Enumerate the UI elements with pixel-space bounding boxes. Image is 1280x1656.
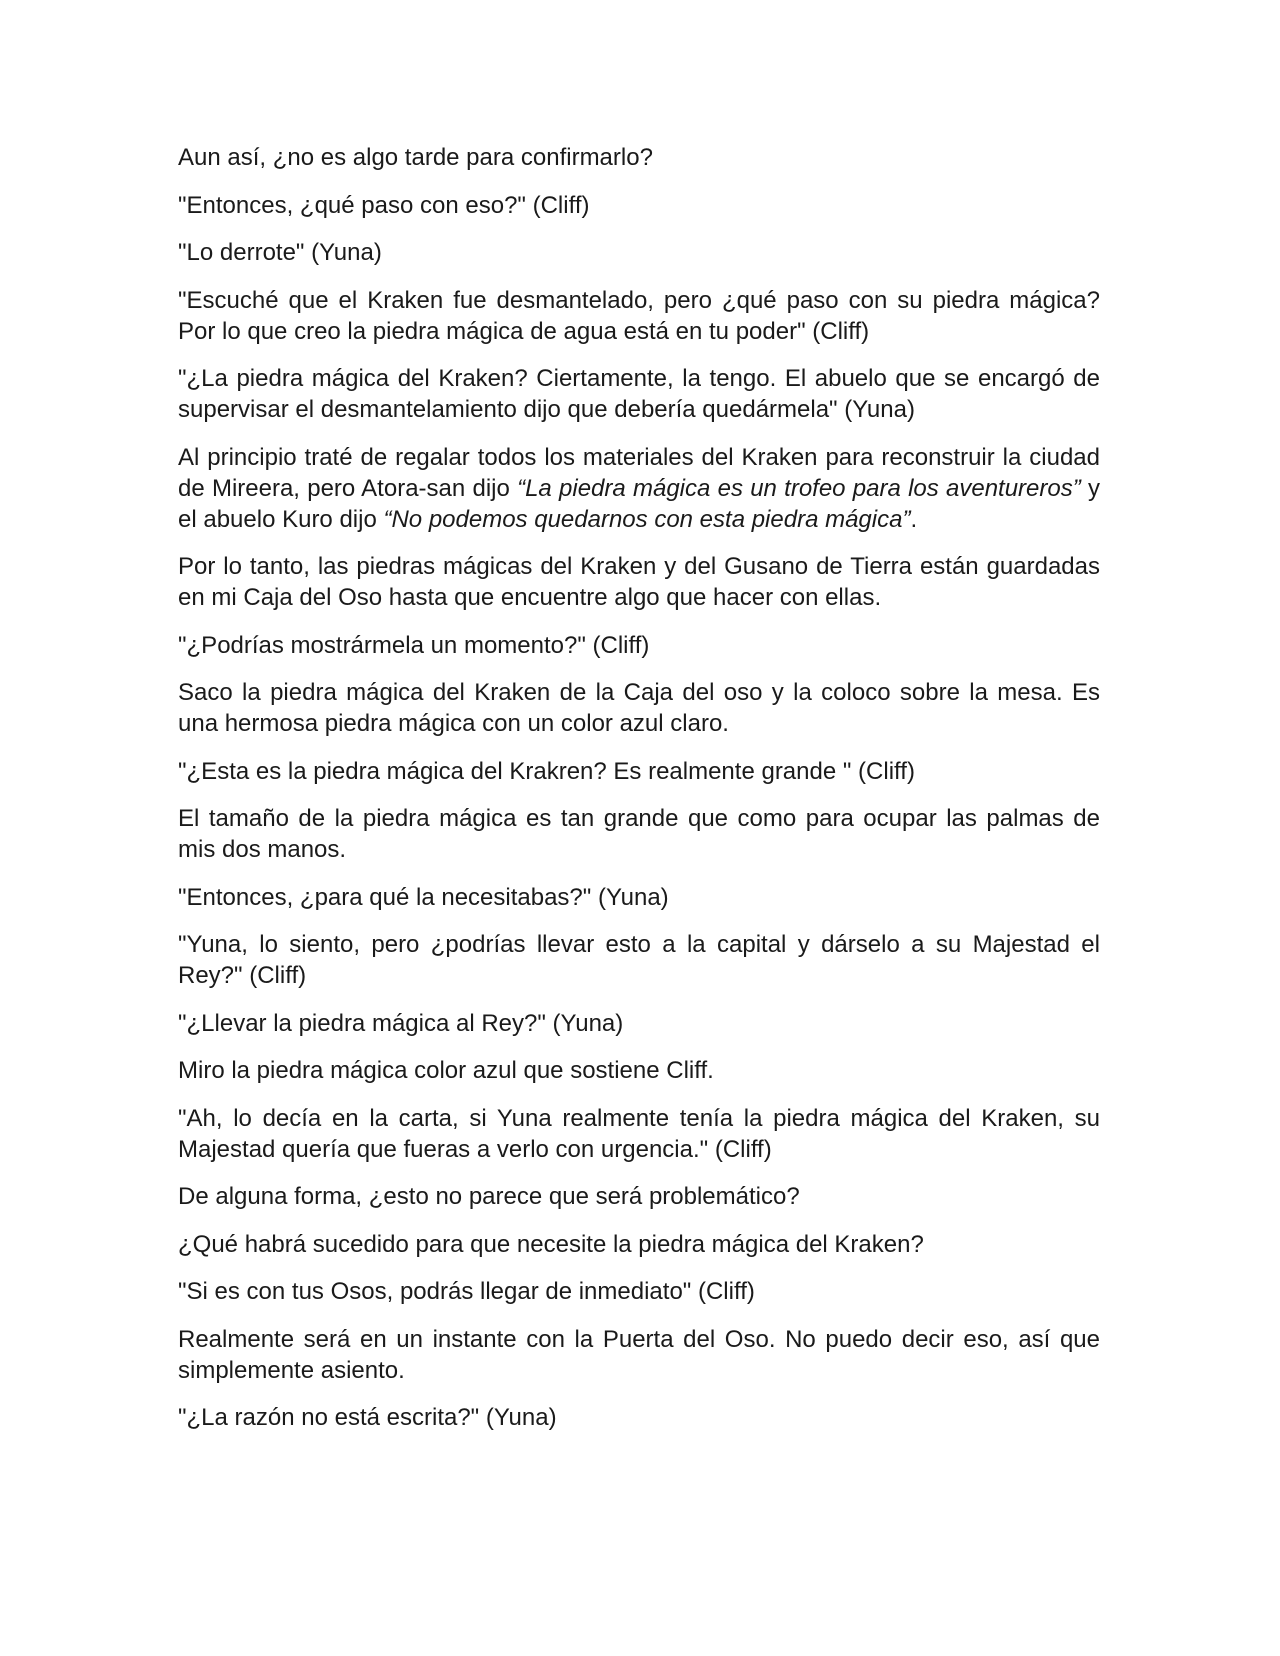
paragraph: "Yuna, lo siento, pero ¿podrías llevar esto a la capital y dárselo a su Majestad el Rey?" (Cliff) <box>178 931 1100 989</box>
paragraph: Miro la piedra mágica color azul que sostiene Cliff. <box>178 1057 714 1084</box>
italic-quote: “No podemos quedarnos con esta piedra mágica” <box>383 505 911 533</box>
paragraph <box>178 442 1100 535</box>
paragraph: De alguna forma, ¿esto no parece que será problemático? <box>178 1183 800 1210</box>
paragraph: "Escuché que el Kraken fue desmantelado, pero ¿qué paso con su piedra mágica? Por lo que creo la piedra mágica de agua está en tu poder" (Cliff) <box>178 286 1100 345</box>
paragraph: Saco la piedra mágica del Kraken de la Caja del oso y la coloco sobre la mesa. Es una hermosa piedra mágica con un color azul claro. <box>178 679 1100 737</box>
paragraph: Realmente será en un instante con la Puerta del Oso. No puedo decir eso, así que simplemente asiento. <box>178 1325 1100 1384</box>
paragraph: "¿Esta es la piedra mágica del Krakren? Es realmente grande " (Cliff) <box>178 757 915 785</box>
paragraph: "¿Podrías mostrármela un momento?" (Cliff) <box>178 631 650 659</box>
paragraph: "Ah, lo decía en la carta, si Yuna realmente tenía la piedra mágica del Kraken, su Majestad quería que fueras a verlo con urgencia." (Cliff) <box>178 1104 1100 1163</box>
paragraph-text: Al principio traté de regalar todos los materiales del Kraken para reconstruir la ciudad de Mireera, pero Atora-san dijo <box>178 443 1100 502</box>
paragraph: El tamaño de la piedra mágica es tan grande que como para ocupar las palmas de mis dos manos. <box>178 805 1100 863</box>
paragraph-text: y el abuelo Kuro dijo <box>178 474 1100 533</box>
paragraph: "Entonces, ¿para qué la necesitabas?" (Yuna) <box>178 883 669 911</box>
paragraph-text: . <box>910 505 918 533</box>
paragraph: Por lo tanto, las piedras mágicas del Kraken y del Gusano de Tierra están guardadas en mi Caja del Oso hasta que encuentre algo que hacer con ellas. <box>178 553 1100 611</box>
italic-quote: “La piedra mágica es un trofeo para los aventureros” <box>517 474 1081 502</box>
document-page <box>178 142 1100 1450</box>
paragraph: ¿Qué habrá sucedido para que necesite la piedra mágica del Kraken? <box>178 1230 924 1258</box>
paragraph: "¿Llevar la piedra mágica al Rey?" (Yuna) <box>178 1009 624 1037</box>
paragraph: "¿La piedra mágica del Kraken? Ciertamente, la tengo. El abuelo que se encargó de supervisar el desmantelamiento dijo que debería quedármela" (Yuna) <box>178 365 1100 423</box>
paragraph: "Si es con tus Osos, podrás llegar de inmediato" (Cliff) <box>178 1278 755 1305</box>
paragraph: "Lo derrote" (Yuna) <box>178 239 382 266</box>
paragraph: "¿La razón no está escrita?" (Yuna) <box>178 1404 557 1431</box>
paragraph: Aun así, ¿no es algo tarde para confirmarlo? <box>178 144 653 171</box>
paragraph: "Entonces, ¿qué paso con eso?" (Cliff) <box>178 191 590 219</box>
